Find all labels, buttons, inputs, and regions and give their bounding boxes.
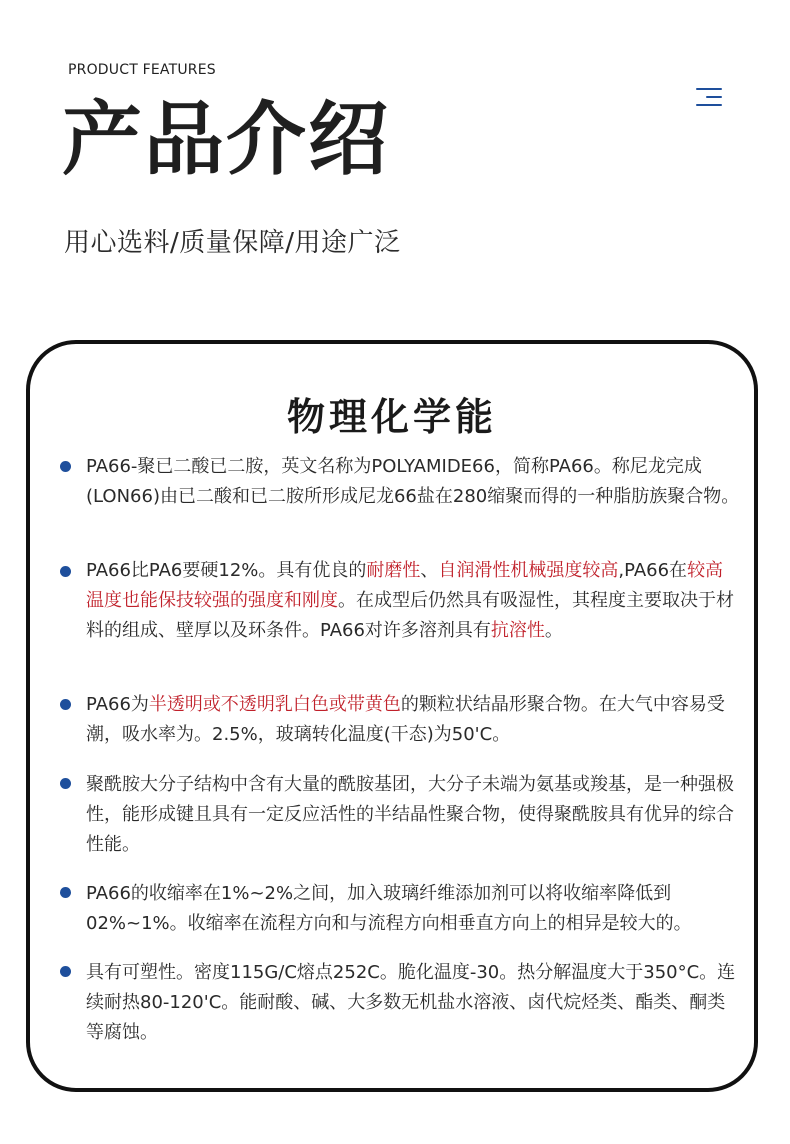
feature-text: 具有可塑性。密度115G/C熔点252C。脆化温度-30。热分解温度大于350°C。连续耐热80-120'C。能耐酸、碱、大多数无机盐水溶液、卤代烷烃类、酯类、酮类等腐蚀。	[86, 962, 736, 1043]
menu-line	[706, 96, 722, 98]
feature-highlight: 抗溶性	[490, 620, 545, 641]
feature-text: 聚酰胺大分子结构中含有大量的酰胺基团，大分子未端为氨基或羧基，是一种强极性，能形成键且具有一定反应活性的半结晶性聚合物，使得聚酰胺具有优异的综合性能。	[86, 774, 734, 855]
feature-text: PA66-聚已二酸已二胺，英文名称为POLYAMIDE66，简称PA66。称尼龙完成(LON66)由已二酸和已二胺所形成尼龙66盐在280缩聚而得的一种脂肪族聚合物。	[86, 456, 740, 507]
feature-highlight: 耐磨性	[366, 560, 421, 581]
feature-highlight: 较高温度也能保技较强的强度和刚度	[86, 560, 724, 611]
feature-text: 的颗粒状结晶形聚合物。在大气中容易受潮，吸水率为。2.5%，玻璃转化温度(干态)为50'C。	[86, 694, 725, 745]
bullet-dot	[60, 699, 71, 710]
menu-line	[696, 88, 722, 90]
feature-item	[86, 770, 740, 860]
feature-text: 。	[544, 620, 563, 641]
feature-text: 。在成型后仍然具有吸湿性，其程度主要取决于材料的组成、壁厚以及环条件。PA66对许多溶剂具有	[86, 590, 734, 641]
bullet-dot	[60, 566, 71, 577]
feature-item	[86, 690, 740, 750]
feature-text: PA66为	[86, 694, 149, 715]
feature-item	[86, 556, 740, 646]
feature-item	[86, 958, 740, 1048]
feature-text: PA66的收缩率在1%~2%之间，加入玻璃纤维添加剂可以将收缩率降低到02%~1%。收缩率在流程方向和与流程方向相垂直方向上的相异是较大的。	[86, 883, 692, 934]
feature-item	[86, 452, 740, 512]
menu-icon[interactable]	[696, 86, 722, 108]
card-title: 物理化学能	[286, 395, 497, 439]
bullet-dot	[60, 461, 71, 472]
feature-item	[86, 879, 740, 939]
bullet-dot	[60, 887, 71, 898]
feature-text: 、	[420, 560, 439, 581]
features-card	[26, 340, 758, 1092]
feature-text: PA66比PA6要硬12%。具有优良的	[86, 560, 367, 581]
page-subtitle: 用心选料/质量保障/用途广泛	[64, 228, 401, 258]
eyebrow-text: PRODUCT FEATURES	[68, 62, 216, 78]
bullet-dot	[60, 966, 71, 977]
feature-highlight: 自润滑性机械强度较高	[438, 560, 619, 581]
page-title: 产品介绍	[62, 93, 390, 186]
bullet-dot	[60, 778, 71, 789]
feature-highlight: 半透明或不透明乳白色或带黄色	[148, 694, 401, 715]
feature-text: ,PA66在	[618, 560, 688, 581]
menu-line	[696, 104, 722, 106]
